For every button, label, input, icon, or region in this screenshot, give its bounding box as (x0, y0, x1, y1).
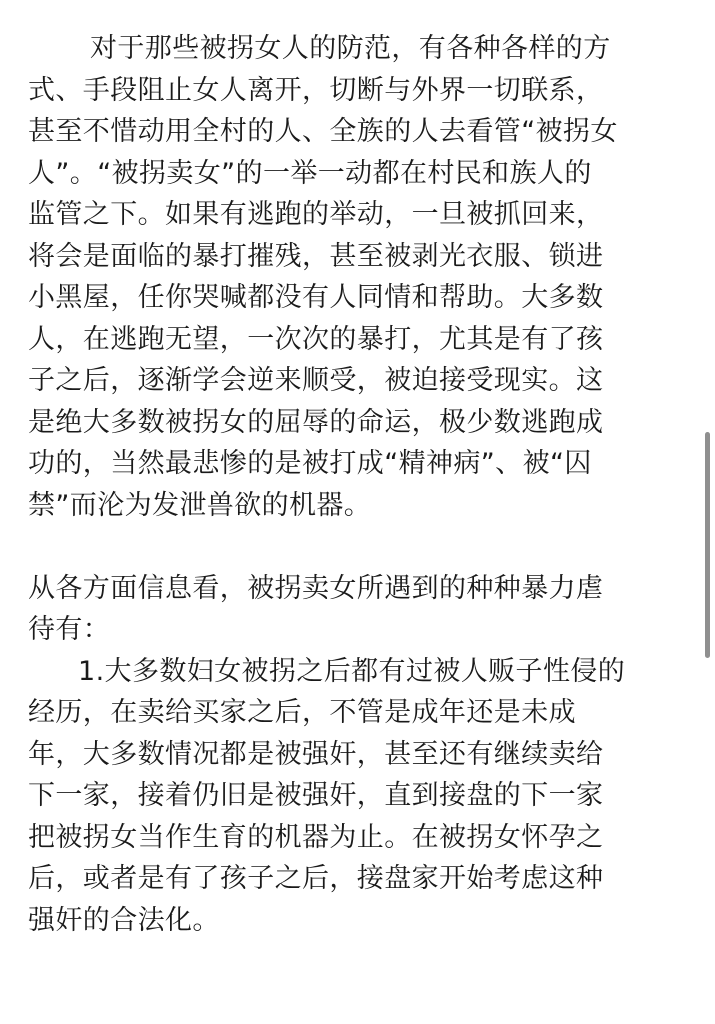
text-line: 监管之下。如果有逃跑的举动，一旦被抓回来， (28, 199, 604, 230)
list-item-1 (28, 651, 688, 942)
text-line: 子之后，逐渐学会逆来顺受，被迫接受现实。这 (28, 365, 604, 396)
paragraph-spacer (28, 526, 688, 568)
text-line: 年，大多数情况都是被强奸，甚至还有继续卖给 (28, 738, 604, 770)
text-line: 人”。“被拐卖女”的一举一动都在村民和族人的 (28, 157, 592, 189)
text-line: 人，在逃跑无望，一次次的暴打，尤其是有了孩 (28, 323, 604, 355)
text-line: 把被拐女当作生育的机器为止。在被拐女怀孕之 (28, 821, 604, 853)
text-line: 1.大多数妇女被拐之后都有过被人贩子性侵的 (78, 655, 626, 687)
text-line: 禁”而沦为发泄兽欲的机器。 (28, 489, 372, 521)
text-line: 小黑屋，任你哭喊都没有人同情和帮助。大多数 (28, 282, 604, 313)
paragraph-violence-intro (28, 568, 688, 651)
text-line: 甚至不惜动用全村的人、全族的人去看管“被拐女 (28, 116, 618, 147)
text-line: 后，或者是有了孩子之后，接盘家开始考虑这种 (28, 863, 604, 894)
text-line: 式、手段阻止女人离开，切断与外界一切联系， (28, 74, 604, 106)
text-line: 将会是面临的暴打摧残，甚至被剥光衣服、锁进 (28, 240, 604, 272)
text-line: 功的，当然最悲惨的是被打成“精神病”、被“囚 (28, 448, 592, 479)
text-line: 对于那些被拐女人的防范，有各种各样的方 (90, 33, 611, 64)
text-line: 经历，在卖给买家之后，不管是成年还是未成 (28, 697, 576, 728)
text-line: 下一家，接着仍旧是被强奸，直到接盘的下一家 (28, 780, 604, 811)
text-line: 是绝大多数被拐女的屈辱的命运，极少数逃跑成 (28, 406, 604, 438)
paragraph-abduction-control (28, 28, 688, 526)
text-line: 强奸的合法化。 (28, 904, 220, 936)
vertical-scrollbar[interactable] (705, 432, 710, 658)
article-body (28, 28, 688, 941)
text-line: 待有： (28, 614, 111, 645)
text-line: 从各方面信息看，被拐卖女所遇到的种种暴力虐 (28, 572, 604, 604)
